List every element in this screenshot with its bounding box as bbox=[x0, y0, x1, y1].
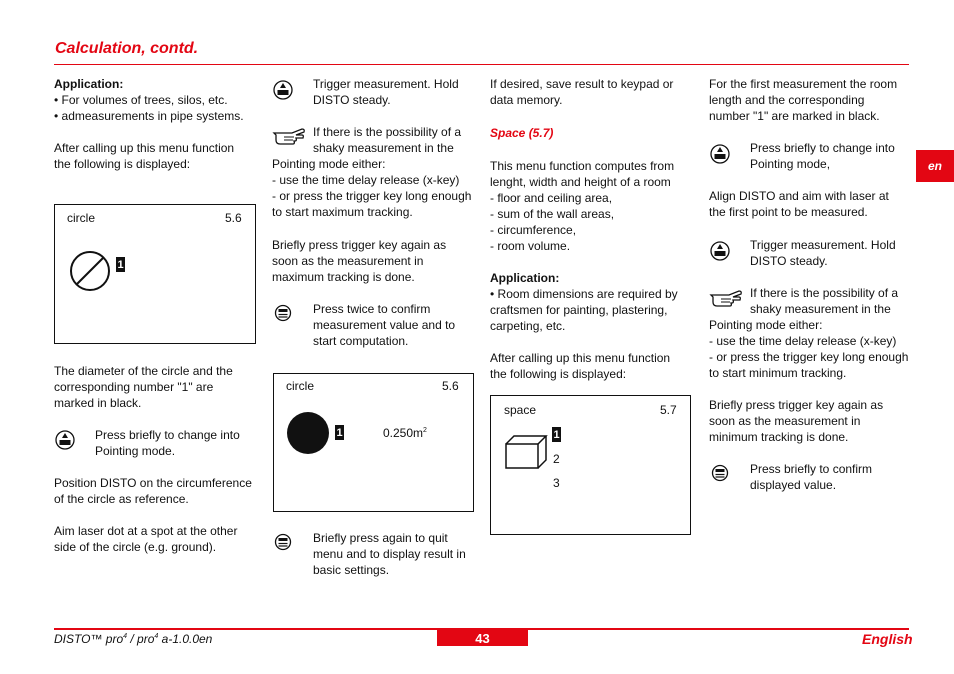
col3-space-description: This menu function computes from lenght, width and height of a room - floor and ceiling area, - sum of the wall areas, - circumference, - room volume. bbox=[490, 159, 675, 253]
lcd-number-3: 3 bbox=[553, 476, 560, 490]
lcd-mode-label: space bbox=[504, 403, 537, 417]
col3-intro-text: After calling up this menu function the following is displayed: bbox=[490, 351, 671, 381]
dist-trigger-icon bbox=[55, 430, 75, 450]
dist-trigger-icon bbox=[710, 241, 730, 261]
col1-aim-text: Aim laser dot at a spot at the other side of the circle (e.g. ground). bbox=[54, 524, 238, 554]
col3-application-heading: Application: bbox=[490, 271, 560, 285]
col1-application-heading: Application: bbox=[54, 77, 124, 91]
keypad-button-icon bbox=[274, 533, 292, 551]
lcd-mode-code: 5.6 bbox=[225, 211, 242, 225]
col2-lcd-display bbox=[273, 373, 474, 512]
col1-diameter-text: The diameter of the circle and the corresponding number "1" are marked in black. bbox=[54, 364, 233, 410]
language-tab-en[interactable]: en bbox=[916, 150, 954, 182]
lcd-number-1: 1 bbox=[336, 426, 343, 439]
footer-product: DISTO™ pro$^4$ / pro$^4$ a-1.0.0en bbox=[54, 632, 213, 646]
keypad-button-icon bbox=[711, 464, 729, 482]
col4-align-text: Align DISTO and aim with laser at the first point to be measured. bbox=[709, 189, 889, 219]
lcd-mode-label: circle bbox=[67, 211, 96, 225]
col1-lcd-display bbox=[54, 204, 256, 344]
col2-shaky-text: If there is the possibility of a shaky measurement in the bbox=[313, 125, 462, 155]
col2-quit-text: Briefly press again to quit menu and to display result in basic settings. bbox=[313, 531, 466, 577]
keypad-button-icon bbox=[274, 304, 292, 322]
lcd-number-1: 1 bbox=[553, 428, 560, 441]
header-rule bbox=[54, 64, 909, 65]
col4-trigger-text: Trigger measurement. Hold DISTO steady. bbox=[750, 238, 896, 268]
col4-press-text: Press briefly to change into Pointing mode, bbox=[750, 141, 895, 171]
page-title: Calculation, contd. bbox=[55, 40, 199, 57]
lcd-mode-code: 5.7 bbox=[660, 403, 677, 417]
filled-circle-icon bbox=[286, 411, 330, 455]
col4-shaky-text: If there is the possibility of a shaky measurement in the bbox=[750, 286, 899, 316]
col1-press-text: Press briefly to change into Pointing mode. bbox=[95, 428, 240, 458]
col4-pointing-text: Pointing mode either: - use the time delay release (x-key) - or press the trigger key long enough to start minimum tracking. bbox=[709, 318, 909, 380]
col4-first-text: For the first measurement the room length and the corresponding number "1" are marked in black. bbox=[709, 77, 898, 123]
lcd-number-1: 1 bbox=[117, 258, 124, 271]
lcd-result-value: $0.250m^2$ bbox=[383, 426, 427, 440]
dist-trigger-icon bbox=[710, 144, 730, 164]
col2-pointing-text: Pointing mode either: - use the time delay release (x-key) - or press the trigger key long enough to start maximum tracking. bbox=[272, 157, 472, 219]
lcd-number-2: 2 bbox=[553, 452, 560, 466]
space-section-heading: Space (5.7) bbox=[490, 126, 554, 140]
col2-trigger-text: Trigger measurement. Hold DISTO steady. bbox=[313, 77, 459, 107]
col2-press-twice-text: Press twice to confirm measurement value and to start computation. bbox=[313, 302, 456, 348]
col3-application-items: • Room dimensions are required by craftsmen for painting, plastering, carpeting, etc. bbox=[490, 287, 678, 333]
circle-diameter-icon bbox=[68, 249, 112, 293]
lcd-mode-label: circle bbox=[286, 379, 315, 393]
col3-lcd-display bbox=[490, 395, 691, 535]
footer-language: English bbox=[862, 631, 913, 647]
col1-position-text: Position DISTO on the circumference of the circle as reference. bbox=[54, 476, 252, 506]
page-number: 43 bbox=[437, 630, 528, 646]
hand-note-icon bbox=[709, 287, 743, 309]
col4-briefly-text: Briefly press trigger key again as soon as the measurement in minimum tracking is done. bbox=[709, 398, 884, 444]
col4-confirm-text: Press briefly to confirm displayed value. bbox=[750, 462, 873, 492]
col1-application-items: • For volumes of trees, silos, etc. • admeasurements in pipe systems. bbox=[54, 93, 244, 123]
cube-icon bbox=[504, 434, 548, 470]
col1-intro-text: After calling up this menu function the following is displayed: bbox=[54, 141, 235, 171]
hand-note-icon bbox=[272, 125, 306, 147]
dist-trigger-icon bbox=[273, 80, 293, 100]
col2-briefly-text: Briefly press trigger key again as soon as the measurement in maximum tracking is done. bbox=[272, 238, 447, 284]
col3-save-text: If desired, save result to keypad or data memory. bbox=[490, 77, 674, 107]
lcd-mode-code: 5.6 bbox=[442, 379, 459, 393]
